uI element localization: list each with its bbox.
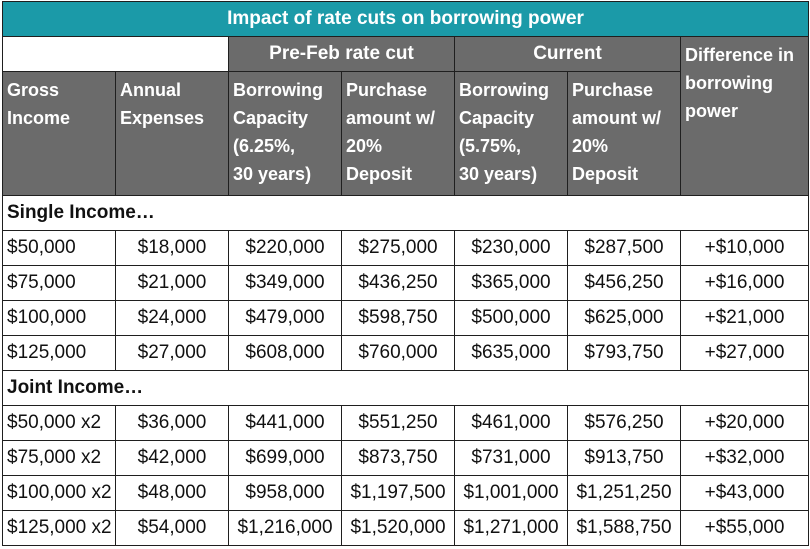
title-row (3, 2, 809, 37)
group-current: Current (455, 37, 681, 72)
table-title: Impact of rate cuts on borrowing power (3, 2, 809, 37)
table-cell: $625,000 (568, 301, 681, 336)
table-cell: $1,251,250 (568, 476, 681, 511)
column-header-current-purchase-amount: Purchase amount w/ 20% Deposit (568, 72, 681, 196)
table-cell: $731,000 (455, 441, 568, 476)
table-cell: $500,000 (455, 301, 568, 336)
table-cell: $1,520,000 (342, 511, 455, 546)
table-cell: $18,000 (116, 231, 229, 266)
table-row (3, 231, 809, 266)
table-cell: $958,000 (229, 476, 342, 511)
table-cell: $1,271,000 (455, 511, 568, 546)
table-cell: +$32,000 (681, 441, 809, 476)
table-cell: $1,197,500 (342, 476, 455, 511)
table-cell: $461,000 (455, 406, 568, 441)
table-cell: $220,000 (229, 231, 342, 266)
table-cell: $21,000 (116, 266, 229, 301)
table-cell: +$10,000 (681, 231, 809, 266)
column-header-difference: Difference in borrowing power (681, 37, 809, 196)
table-cell: $598,750 (342, 301, 455, 336)
column-header-annual-expenses: Annual Expenses (116, 72, 229, 196)
table-row (3, 441, 809, 476)
table-cell: +$27,000 (681, 336, 809, 371)
section-label: Joint Income… (3, 371, 809, 406)
table-cell: +$43,000 (681, 476, 809, 511)
table-cell: $75,000 (3, 266, 116, 301)
table-cell: $349,000 (229, 266, 342, 301)
table-cell: +$16,000 (681, 266, 809, 301)
table-row (3, 476, 809, 511)
table-row (3, 336, 809, 371)
table-cell: $551,250 (342, 406, 455, 441)
table-cell: $48,000 (116, 476, 229, 511)
table-cell: +$20,000 (681, 406, 809, 441)
table-cell: $441,000 (229, 406, 342, 441)
table-cell: $24,000 (116, 301, 229, 336)
column-header-gross-income: Gross Income (3, 72, 116, 196)
group-blank-cell (3, 37, 229, 72)
table-cell: $608,000 (229, 336, 342, 371)
table-cell: $479,000 (229, 301, 342, 336)
table-cell: $125,000 (3, 336, 116, 371)
group-header-row (3, 37, 809, 72)
section-row (3, 371, 809, 406)
table-row (3, 406, 809, 441)
column-header-pre-feb-borrowing-capacity: Borrowing Capacity (6.25%, 30 years) (229, 72, 342, 196)
table-cell: $100,000 (3, 301, 116, 336)
table-row (3, 511, 809, 546)
table-cell: $230,000 (455, 231, 568, 266)
table-cell: +$55,000 (681, 511, 809, 546)
table-cell: $699,000 (229, 441, 342, 476)
table-cell: $1,216,000 (229, 511, 342, 546)
table-cell: $75,000 x2 (3, 441, 116, 476)
column-header-current-borrowing-capacity: Borrowing Capacity (5.75%, 30 years) (455, 72, 568, 196)
table-cell: $42,000 (116, 441, 229, 476)
table-cell: $287,500 (568, 231, 681, 266)
table-cell: $125,000 x2 (3, 511, 116, 546)
section-row (3, 196, 809, 231)
table-cell: $576,250 (568, 406, 681, 441)
borrowing-power-table (2, 1, 809, 546)
table-cell: $436,250 (342, 266, 455, 301)
group-pre-feb: Pre-Feb rate cut (229, 37, 455, 72)
table-cell: $873,750 (342, 441, 455, 476)
column-header-pre-feb-purchase-amount: Purchase amount w/ 20% Deposit (342, 72, 455, 196)
table-cell: $36,000 (116, 406, 229, 441)
table-cell: $635,000 (455, 336, 568, 371)
table-cell: $1,001,000 (455, 476, 568, 511)
section-label: Single Income… (3, 196, 809, 231)
table-cell: $54,000 (116, 511, 229, 546)
table-cell: $275,000 (342, 231, 455, 266)
table-cell: $456,250 (568, 266, 681, 301)
table-row (3, 266, 809, 301)
table-cell: $760,000 (342, 336, 455, 371)
table-cell: +$21,000 (681, 301, 809, 336)
table-cell: $913,750 (568, 441, 681, 476)
table-cell: $1,588,750 (568, 511, 681, 546)
table-cell: $365,000 (455, 266, 568, 301)
table-cell: $27,000 (116, 336, 229, 371)
table-cell: $50,000 x2 (3, 406, 116, 441)
table-row (3, 301, 809, 336)
table-cell: $100,000 x2 (3, 476, 116, 511)
table-cell: $793,750 (568, 336, 681, 371)
table-cell: $50,000 (3, 231, 116, 266)
